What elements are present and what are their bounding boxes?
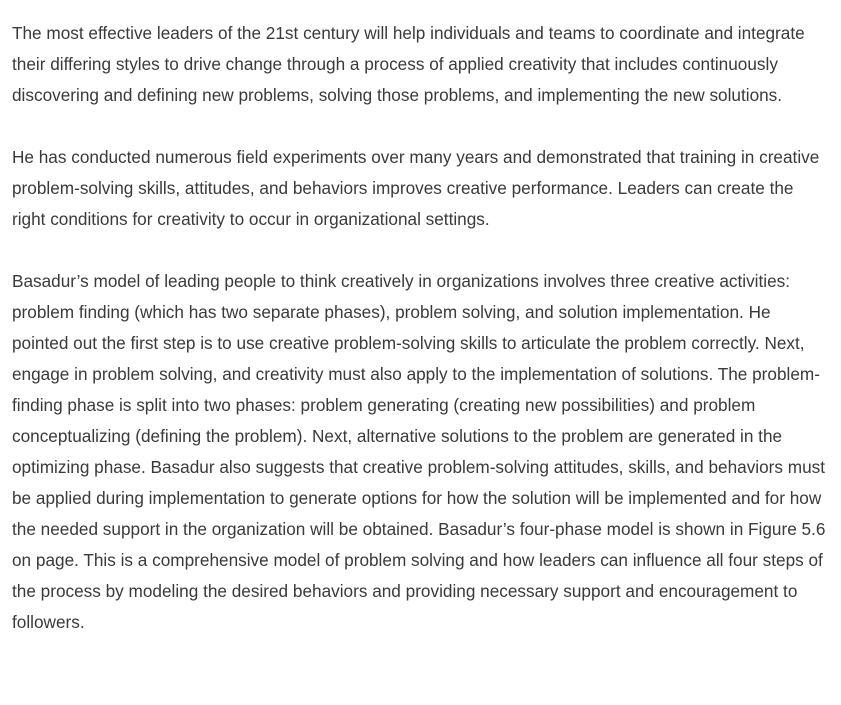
paragraph-basadur-model: Basadur’s model of leading people to think creatively in organizations involves three creative activities: problem finding (which has two separate phases), problem solving, and solution implementation. He pointed out the first step is to use creative problem-solving skills to articulate the problem correctly. Next, engage in problem solving, and creativity must also apply to the implementation of solutions. The problem-finding phase is split into two phases: problem generating (creating new possibilities) and problem conceptualizing (defining the problem). Next, alternative solutions to the problem are generated in the optimizing phase. Basadur also suggests that creative problem-solving attitudes, skills, and behaviors must be applied during implementation to generate options for how the solution will be implemented and for how the needed support in the organization will be obtained. Basadur’s four-phase model is shown in Figure 5.6 on page. This is a comprehensive model of problem solving and how leaders can influence all four steps of the process by modeling the desired behaviors and providing necessary support and encouragement to followers. bbox=[12, 271, 826, 632]
paragraph-leaders-creativity: The most effective leaders of the 21st century will help individuals and teams to coordinate and integrate their differing styles to drive change through a process of applied creativity that includes continuously discovering and defining new problems, solving those problems, and implementing the new solutions. bbox=[12, 23, 805, 105]
paragraph-field-experiments: He has conducted numerous field experiments over many years and demonstrated that training in creative problem-solving skills, attitudes, and behaviors improves creative performance. Leaders can create the right conditions for creativity to occur in organizational settings. bbox=[12, 147, 820, 229]
